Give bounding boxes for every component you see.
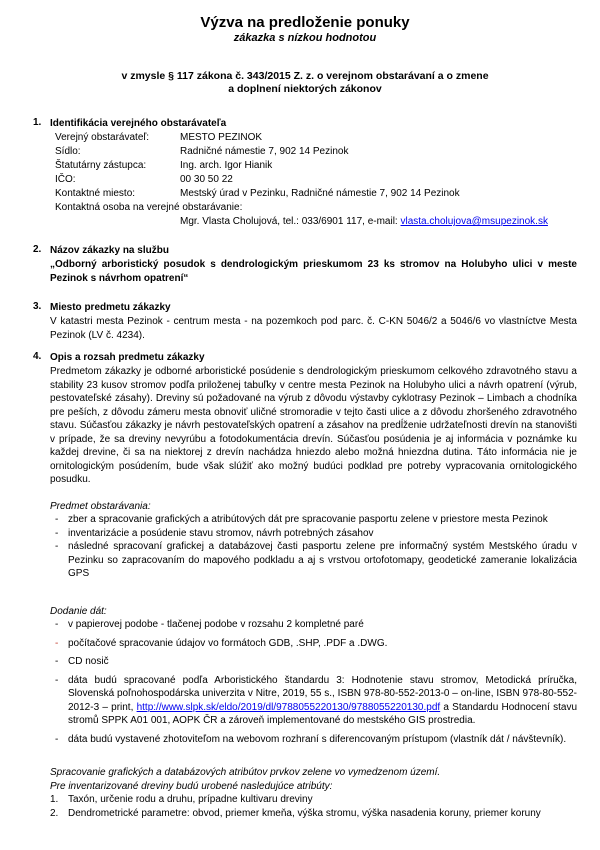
field-label: Kontaktné miesto: [55, 188, 136, 199]
field-label: Sídlo: [55, 146, 81, 157]
list-item [55, 513, 577, 527]
email-link[interactable]: vlasta.cholujova@msupezinok.sk [400, 216, 548, 227]
field-label: Verejný obstarávateľ: [55, 132, 150, 143]
list-item-text: počítačové spracovanie údajov vo formátoch GDB, .SHP, .PDF a .DWG. [68, 637, 388, 649]
doc-title: Výzva na predloženie ponuky [200, 14, 410, 31]
section-description [33, 351, 577, 820]
attributes-numbered-list [50, 793, 577, 820]
section-number: 1. [33, 117, 42, 128]
field-label: Štatutárny zástupca: [55, 160, 147, 171]
item-number: 2. [50, 807, 59, 819]
list-item [55, 655, 577, 669]
section-number: 3. [33, 301, 42, 312]
dash-bullet: - [55, 527, 59, 539]
field-value: 00 30 50 22 [180, 174, 233, 185]
list-item-text: následné spracovaní grafickej a databázovej časti pasportu zelene pre informačný systém Mestského úradu v Pezinku so zapracovaním do mapového podkladu a aj s vrstvou ortofotomapy, geodetické zameranie lokalizácia GPS [68, 541, 577, 579]
doc-legal-reference [33, 70, 577, 96]
section-number: 2. [33, 244, 42, 255]
list-item [55, 733, 577, 747]
doc-subtitle: zákazka s nízkou hodnotou [233, 32, 377, 44]
place-text: V katastri mesta Pezinok - centrum mesta - na pozemkoch pod parc. č. C-KN 5046/2 a 5046/6 vo vlastníctve Mesta Pezinok (LV č. 4234). [50, 316, 577, 341]
field-label: IČO: [55, 174, 76, 185]
section-identification [33, 117, 577, 229]
list-item-text-post: a Standardu Hodnocení stavu stromů SPPK A01 001, AOPK ČR a zároveň implementované do mestského GIS prostredia. [68, 701, 577, 726]
section-contract-name [33, 244, 577, 285]
legal-line-1: v zmysle § 117 zákona č. 343/2015 Z. z. o verejnom obstarávaní a o zmene [121, 70, 489, 82]
dash-bullet-red: - [55, 637, 59, 649]
contact-person-text: Mgr. Vlasta Cholujová, tel.: 033/6901 117, e-mail: [180, 216, 401, 227]
field-value: Ing. arch. Igor Hianik [180, 160, 273, 171]
dash-bullet: - [55, 733, 59, 745]
list-item-text: dáta budú vystavené zhotoviteľom na webovom rozhraní s diferencovaným prístupom (vlastník dát / návštevník). [68, 733, 567, 745]
spracovanie-line-1: Spracovanie grafických a databázových atribútov prvkov zelene vo vymedzenom území. [50, 767, 441, 778]
field-value: Radničné námestie 7, 902 14 Pezinok [180, 146, 349, 157]
list-item [55, 540, 577, 581]
spracovanie-line-2: Pre inventarizované dreviny budú urobené nasledujúce atribúty: [50, 780, 333, 792]
dodanie-heading: Dodanie dát: [50, 605, 107, 617]
field-row-contact-place [55, 187, 577, 201]
item-number: 1. [50, 794, 59, 805]
description-paragraph: Predmetom zákazky je odborné arboristické posúdenie s dendrologickým prieskumom celkového zdravotného stavu a stability 23 kusov stromov podľa priloženej tabuľky v centre mesta Pezinok na Holubyho ulici a návrh opatrení (výrub, pestovateľské zásahy). Dreviny sú požadované na výrub z dôvodu výstavby cyklotrasy Pezinok – Limbach a chodníka pre peších, z dôvodu zámeru mesta obnoviť uličné stromoradie v tejto časti ulice a z dôvodu zhoršeného zdravotného stavu. Súčasťou zákazky je návrh pestovateľských opatrení a zásahov na predĺženie udržateľnosti drevín na stanovišti v prípade, že sa dreviny nevyrúbu a fotodokumentácia drevín. Súčasťou posúdenia je aj informácia v poznámke ku každej drevine, či sa na niektorej z drevín nachádza hniezdo alebo možná hniezdna dutina. Táto informácia nie je ornitologickým posúdením, bude však slúžiť ako možný budúci podklad pre potreby vypracovania ornitologického posudku. [50, 366, 577, 485]
predmet-list [55, 513, 577, 581]
field-value: MESTO PEZINOK [180, 132, 263, 143]
item-text: Taxón, určenie rodu a druhu, prípadne kultivaru dreviny [68, 794, 313, 805]
standard-pdf-link[interactable]: http://www.slpk.sk/eldo/2019/dl/9788055220130/9788055220130.pdf [136, 701, 441, 713]
predmet-heading: Predmet obstarávania: [50, 500, 151, 512]
list-item-text: CD nosič [68, 656, 109, 667]
section-heading: Identifikácia verejného obstarávateľa [50, 118, 227, 129]
contract-name-text: „Odborný arboristický posudok s dendrologickým prieskumom 23 ks stromov na Holubyho ulici v meste Pezinok s návrhom opatrení“ [50, 259, 577, 284]
list-item [55, 674, 577, 728]
list-item-text-pre: dáta budú spracované podľa Arboristického štandardu 3: Hodnotenie stavu stromov, Metodická príručka, Slovenská poľnohospodárska univerzita v Nitre, 2019, 55 s., ISBN 978-80-552-2013-0 – on-line, ISBN 978-80-552-2012-3 – print, [68, 674, 577, 713]
section-place [33, 301, 577, 342]
list-item [55, 618, 577, 632]
dash-bullet: - [55, 656, 59, 667]
contact-person-label: Kontaktná osoba na verejné obstarávanie: [55, 202, 243, 213]
dash-bullet: - [55, 674, 59, 686]
list-item-text: zber a spracovanie grafických a atribútových dát pre spracovanie pasportu zelene v priestore mesta Pezinok [68, 514, 548, 525]
numbered-item [50, 793, 577, 807]
identification-fields [55, 131, 577, 201]
contact-person-value [180, 215, 577, 229]
dodanie-list [55, 618, 577, 746]
dash-bullet: - [55, 541, 59, 552]
item-text: Dendrometrické parametre: obvod, priemer kmeňa, výška stromu, výška nasadenia koruny, priemer koruny [68, 807, 541, 819]
dash-bullet: - [55, 619, 59, 630]
field-row-ico [55, 173, 577, 187]
field-row-representative [55, 159, 577, 173]
section-heading: Názov zákazky na službu [50, 245, 169, 256]
section-heading: Opis a rozsah predmetu zákazky [50, 352, 205, 363]
legal-line-2: a doplnení niektorých zákonov [228, 83, 382, 95]
section-heading: Miesto predmetu zákazky [50, 302, 171, 313]
numbered-item [50, 807, 577, 821]
list-item-text: inventarizácie a posúdenie stavu stromov, návrh potrebných zásahov [68, 527, 374, 539]
list-item [55, 527, 577, 541]
field-row-address [55, 145, 577, 159]
list-item-text: v papierovej podobe - tlačenej podobe v rozsahu 2 kompletné paré [68, 619, 364, 630]
attributes-block [50, 766, 577, 820]
field-value: Mestský úrad v Pezinku, Radničné námestie 7, 902 14 Pezinok [180, 188, 460, 199]
section-number: 4. [33, 351, 42, 362]
list-item-text [68, 674, 577, 728]
dash-bullet: - [55, 514, 59, 525]
field-row-authority [55, 131, 577, 145]
list-item [55, 637, 577, 651]
